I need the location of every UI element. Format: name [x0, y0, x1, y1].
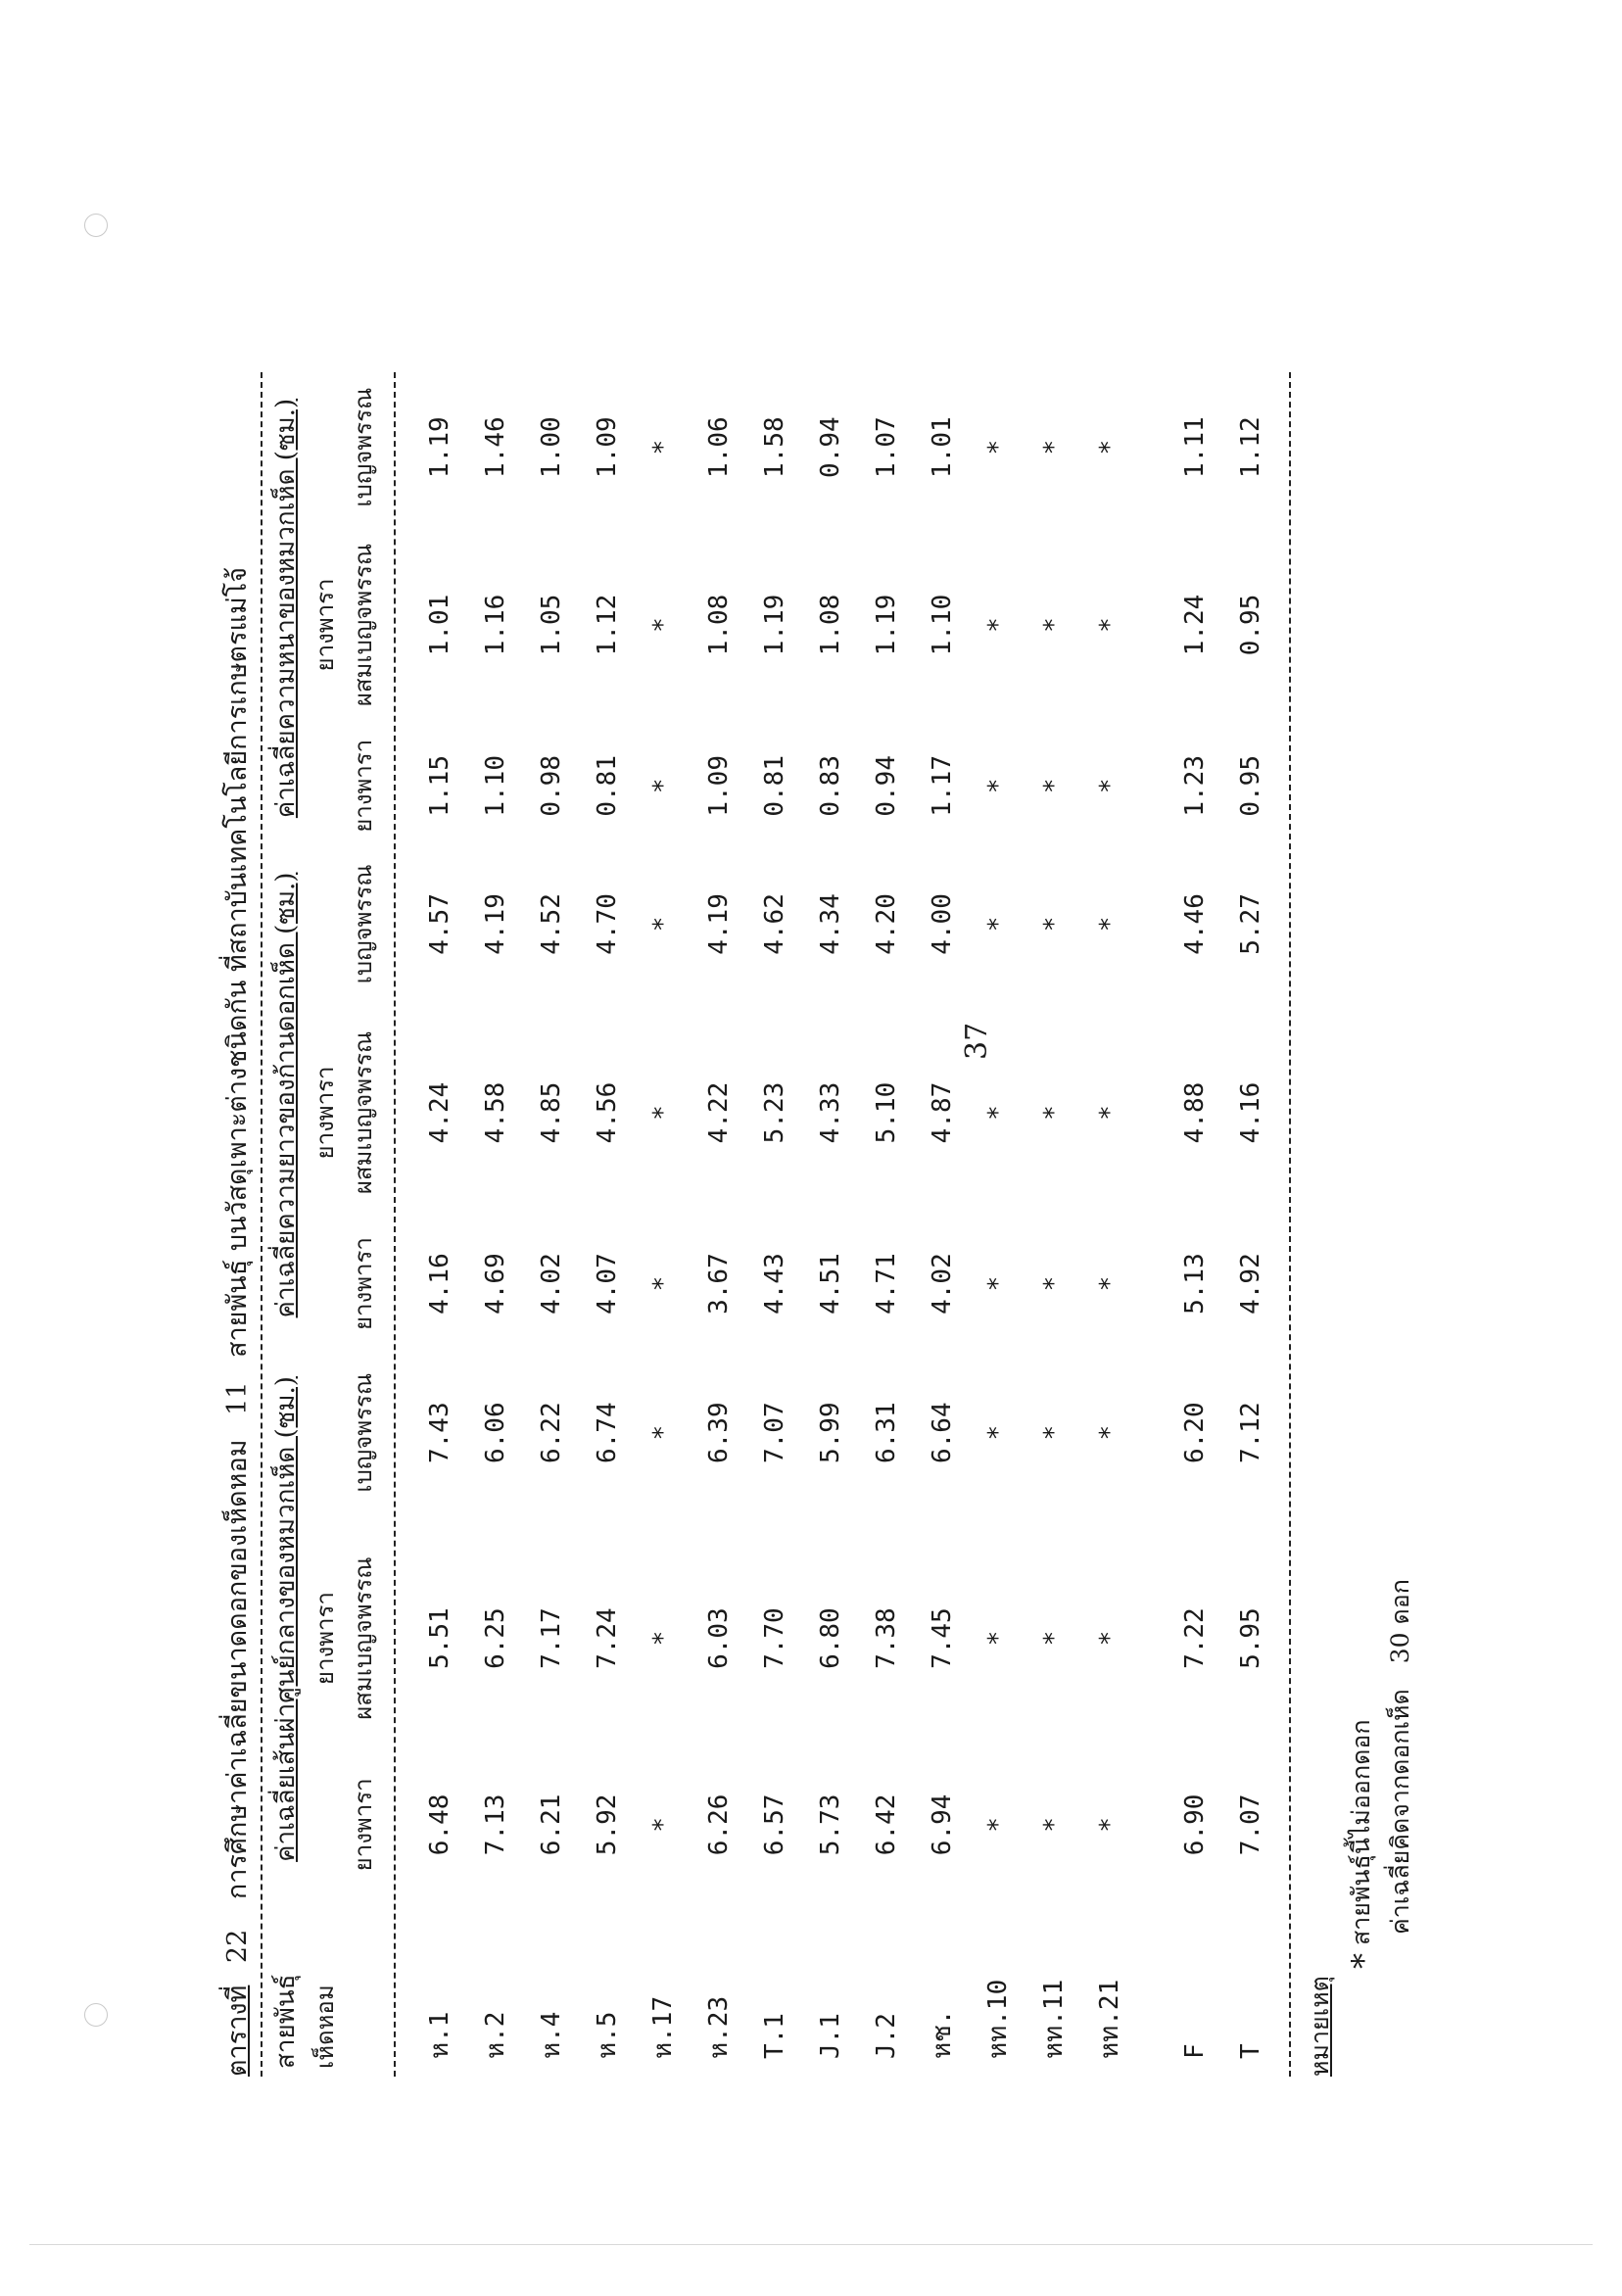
table-row — [1081, 372, 1137, 2077]
value-cell: 5.23 — [759, 1081, 789, 1144]
caption-part2: สายพันธุ์ บนวัสดุเพาะต่างชนิดกัน ที่สถาบันเทคโนโลยีการเกษตรแม่โจ้ — [222, 566, 253, 1358]
value-cell: 4.22 — [703, 1081, 734, 1144]
data-table — [261, 372, 1278, 2077]
strain-cell: หท.10 — [983, 1979, 1013, 2059]
value-cell: 7.24 — [592, 1607, 622, 1669]
table-label: ตารางที่ — [222, 1985, 253, 2077]
value-cell: * — [982, 778, 1013, 794]
value-cell: 1.19 — [759, 594, 789, 656]
value-cell: 4.33 — [815, 1081, 845, 1144]
value-cell: 4.51 — [815, 1253, 845, 1315]
value-cell: 4.02 — [536, 1253, 566, 1315]
col-header-benja: เบญจพรรณ — [350, 387, 377, 507]
value-cell: * — [982, 617, 1013, 633]
value-cell: 0.95 — [1235, 755, 1265, 817]
value-cell: 0.81 — [592, 755, 622, 817]
value-cell: 6.48 — [424, 1794, 454, 1856]
value-cell: 6.21 — [536, 1794, 566, 1856]
value-cell: * — [1094, 439, 1124, 455]
table-row — [579, 372, 635, 2077]
table-row — [970, 372, 1026, 2077]
value-cell: * — [647, 778, 678, 794]
table-caption — [215, 567, 258, 2077]
strain-cell: F — [1179, 2043, 1210, 2059]
rotated-table-sheet — [196, 196, 1430, 2086]
value-cell: * — [647, 1630, 678, 1647]
value-cell: 4.34 — [815, 893, 845, 955]
table-row — [914, 372, 970, 2077]
table-row — [635, 372, 691, 2077]
value-cell: 4.57 — [424, 893, 454, 955]
value-cell: * — [1094, 778, 1124, 794]
strain-cell: ห.17 — [648, 1995, 678, 2059]
value-cell: 4.58 — [480, 1081, 510, 1144]
value-cell: * — [647, 1817, 678, 1833]
value-cell: 1.12 — [592, 594, 622, 656]
value-cell: 4.88 — [1179, 1081, 1210, 1144]
value-cell: 6.26 — [703, 1794, 734, 1856]
value-cell: * — [982, 439, 1013, 455]
value-cell: 5.51 — [424, 1607, 454, 1669]
value-cell: * — [982, 1817, 1013, 1833]
value-cell: 1.06 — [703, 416, 734, 478]
table-row — [411, 372, 467, 2077]
table-row — [523, 372, 579, 2077]
sub-parent-label: ยางพารา — [311, 1066, 339, 1160]
value-cell: 0.98 — [536, 755, 566, 817]
value-cell: 5.92 — [592, 1794, 622, 1856]
strain-cell: J.1 — [815, 2013, 845, 2059]
value-cell: * — [982, 1630, 1013, 1647]
value-cell: 1.09 — [592, 416, 622, 478]
value-cell: 1.09 — [703, 755, 734, 817]
value-cell: 1.11 — [1179, 416, 1210, 478]
page-number: 37 — [960, 1022, 994, 1060]
table-row — [858, 372, 914, 2077]
value-cell: 4.07 — [592, 1253, 622, 1315]
table-row — [1026, 372, 1081, 2077]
caption-count: 11 — [222, 1381, 253, 1415]
value-cell: 1.08 — [703, 594, 734, 656]
value-cell: 6.90 — [1179, 1794, 1210, 1856]
value-cell: * — [647, 617, 678, 633]
value-cell: * — [982, 916, 1013, 933]
value-cell: 6.64 — [927, 1402, 957, 1464]
value-cell: 5.13 — [1179, 1253, 1210, 1315]
value-cell: 4.69 — [480, 1253, 510, 1315]
value-cell: * — [1094, 1817, 1124, 1833]
strain-cell: ห.1 — [425, 2011, 454, 2059]
group-header-stem-length: ค่าเฉลี่ยความยาวของก้านดอกเห็ด (ซม.) — [271, 872, 301, 1318]
strain-cell: ห.4 — [537, 2011, 566, 2059]
value-cell: 1.10 — [480, 755, 510, 817]
strain-cell: ห.2 — [481, 2011, 510, 2059]
caption-part1: การศึกษาค่าเฉลี่ยขนาดดอกของเห็ดหอม — [222, 1439, 253, 1900]
strain-cell: หท.11 — [1039, 1979, 1069, 2059]
value-cell: 4.70 — [592, 893, 622, 955]
note-star: * — [1344, 1953, 1382, 1969]
value-cell: 1.23 — [1179, 755, 1210, 817]
value-cell: 1.19 — [424, 416, 454, 478]
value-cell: * — [647, 1424, 678, 1441]
value-cell: 6.06 — [480, 1402, 510, 1464]
group-header-diameter: ค่าเฉลี่ยเส้นผ่าศูนย์กลางของหมวกเห็ด (ซม.) — [271, 1376, 301, 1862]
col-header-benja: เบญจพรรณ — [350, 864, 377, 984]
value-cell: * — [1094, 916, 1124, 933]
punch-hole — [84, 2003, 108, 2027]
value-cell: 5.95 — [1235, 1607, 1265, 1669]
col-header-mixed: ผสมเบญจพรรณ — [350, 1556, 377, 1720]
sub-parent-label: ยางพารา — [311, 578, 339, 672]
value-cell: * — [647, 1275, 678, 1292]
value-cell: * — [1038, 1817, 1069, 1833]
value-cell: 6.22 — [536, 1402, 566, 1464]
value-cell: 1.58 — [759, 416, 789, 478]
note-average-basis: ค่าเฉลี่ยคิดจากดอกเห็ด30 ดอก — [1386, 1579, 1414, 1935]
strain-cell: T — [1235, 2043, 1265, 2059]
col-header-rubber: ยางพารา — [350, 739, 377, 833]
value-cell: 6.80 — [815, 1607, 845, 1669]
table-row — [467, 372, 523, 2077]
value-cell: 4.87 — [927, 1081, 957, 1144]
value-cell: 4.71 — [871, 1253, 901, 1315]
header-bottom-rule — [394, 372, 396, 2077]
value-cell: * — [1094, 1630, 1124, 1647]
col-header-rubber: ยางพารา — [350, 1778, 377, 1872]
value-cell: 0.81 — [759, 755, 789, 817]
value-cell: 6.03 — [703, 1607, 734, 1669]
value-cell: 4.19 — [703, 893, 734, 955]
table-body — [382, 372, 1278, 2077]
value-cell: 4.16 — [424, 1253, 454, 1315]
scan-edge-line — [29, 2244, 1593, 2245]
value-cell: 4.19 — [480, 893, 510, 955]
sub-parent-label: ยางพารา — [311, 1592, 339, 1686]
table-row — [1167, 372, 1222, 2077]
value-cell: 5.27 — [1235, 893, 1265, 955]
value-cell: 4.52 — [536, 893, 566, 955]
table-bottom-rule — [1289, 372, 1291, 2077]
col-header-mixed: ผสมเบญจพรรณ — [350, 543, 377, 707]
value-cell: 1.07 — [871, 416, 901, 478]
table-row — [691, 372, 746, 2077]
value-cell: * — [1094, 617, 1124, 633]
value-cell: 0.94 — [815, 416, 845, 478]
value-cell: 7.45 — [927, 1607, 957, 1669]
value-cell: 1.24 — [1179, 594, 1210, 656]
value-cell: 4.02 — [927, 1253, 957, 1315]
strain-cell: ห.5 — [593, 2011, 622, 2059]
value-cell: * — [982, 1424, 1013, 1441]
value-cell: 0.83 — [815, 755, 845, 817]
value-cell: 4.24 — [424, 1081, 454, 1144]
table-row — [746, 372, 802, 2077]
value-cell: 6.25 — [480, 1607, 510, 1669]
value-cell: 6.94 — [927, 1794, 957, 1856]
value-cell: 1.10 — [927, 594, 957, 656]
value-cell: 7.22 — [1179, 1607, 1210, 1669]
strain-cell: หช. — [928, 2009, 957, 2059]
value-cell: 1.15 — [424, 755, 454, 817]
value-cell: 1.19 — [871, 594, 901, 656]
value-cell: * — [1038, 1630, 1069, 1647]
value-cell: * — [647, 916, 678, 933]
value-cell: * — [1038, 617, 1069, 633]
note-count: 30 ดอก — [1386, 1579, 1414, 1664]
value-cell: 4.92 — [1235, 1253, 1265, 1315]
table-number: 22 — [222, 1929, 253, 1964]
note-no-flower: *สายพันธุ์นี้ไม่ออกดอก — [1344, 1719, 1382, 1969]
value-cell: 5.10 — [871, 1081, 901, 1144]
value-cell: 7.38 — [871, 1607, 901, 1669]
value-cell: * — [1038, 1105, 1069, 1121]
value-cell: * — [1038, 916, 1069, 933]
value-cell: 7.07 — [759, 1402, 789, 1464]
value-cell: 7.07 — [1235, 1794, 1265, 1856]
value-cell: * — [1094, 1275, 1124, 1292]
value-cell: 6.31 — [871, 1402, 901, 1464]
strain-cell: J.2 — [871, 2013, 901, 2059]
row-head-line2: เห็ดหอม — [311, 1985, 339, 2069]
value-cell: 1.01 — [927, 416, 957, 478]
value-cell: 1.17 — [927, 755, 957, 817]
value-cell: * — [1038, 439, 1069, 455]
value-cell: 4.56 — [592, 1081, 622, 1144]
value-cell: 6.20 — [1179, 1402, 1210, 1464]
value-cell: 1.46 — [480, 416, 510, 478]
group-header-cap-thickness: ค่าเฉลี่ยความหนาของหมวกเห็ด (ซม.) — [271, 398, 301, 819]
value-cell: 0.95 — [1235, 594, 1265, 656]
value-cell: 4.46 — [1179, 893, 1210, 955]
value-cell: 5.73 — [815, 1794, 845, 1856]
value-cell: * — [647, 439, 678, 455]
value-cell: 0.94 — [871, 755, 901, 817]
value-cell: 1.16 — [480, 594, 510, 656]
value-cell: 7.43 — [424, 1402, 454, 1464]
value-cell: * — [1038, 778, 1069, 794]
strain-cell: T.1 — [759, 2013, 789, 2059]
value-cell: 6.42 — [871, 1794, 901, 1856]
col-header-benja: เบญจพรรณ — [350, 1372, 377, 1493]
table-row — [802, 372, 858, 2077]
value-cell: 1.01 — [424, 594, 454, 656]
value-cell: 4.20 — [871, 893, 901, 955]
col-header-rubber: ยางพารา — [350, 1237, 377, 1331]
col-header-mixed: ผสมเบญจพรรณ — [350, 1030, 377, 1195]
notes-heading: หมายเหตุ — [1306, 1976, 1334, 2077]
strain-cell: หท.21 — [1095, 1979, 1124, 2059]
value-cell: * — [647, 1105, 678, 1121]
row-head-line1: สายพันธุ์ — [271, 1974, 301, 2069]
value-cell: * — [982, 1275, 1013, 1292]
value-cell: 4.62 — [759, 893, 789, 955]
value-cell: * — [1038, 1424, 1069, 1441]
punch-hole — [84, 214, 108, 237]
value-cell: * — [1094, 1424, 1124, 1441]
value-cell: 7.12 — [1235, 1402, 1265, 1464]
value-cell: 1.00 — [536, 416, 566, 478]
value-cell: 6.39 — [703, 1402, 734, 1464]
value-cell: 7.17 — [536, 1607, 566, 1669]
value-cell: 4.16 — [1235, 1081, 1265, 1144]
strain-cell: ห.23 — [704, 1995, 734, 2059]
table-row — [1222, 372, 1278, 2077]
value-cell: 7.70 — [759, 1607, 789, 1669]
value-cell: * — [1094, 1105, 1124, 1121]
value-cell: 7.13 — [480, 1794, 510, 1856]
value-cell: * — [982, 1105, 1013, 1121]
value-cell: 5.99 — [815, 1402, 845, 1464]
value-cell: 1.08 — [815, 594, 845, 656]
value-cell: 3.67 — [703, 1253, 734, 1315]
value-cell: 1.12 — [1235, 416, 1265, 478]
value-cell: 6.57 — [759, 1794, 789, 1856]
value-cell: * — [1038, 1275, 1069, 1292]
value-cell: 1.05 — [536, 594, 566, 656]
value-cell: 4.43 — [759, 1253, 789, 1315]
value-cell: 6.74 — [592, 1402, 622, 1464]
value-cell: 4.85 — [536, 1081, 566, 1144]
value-cell: 4.00 — [927, 893, 957, 955]
